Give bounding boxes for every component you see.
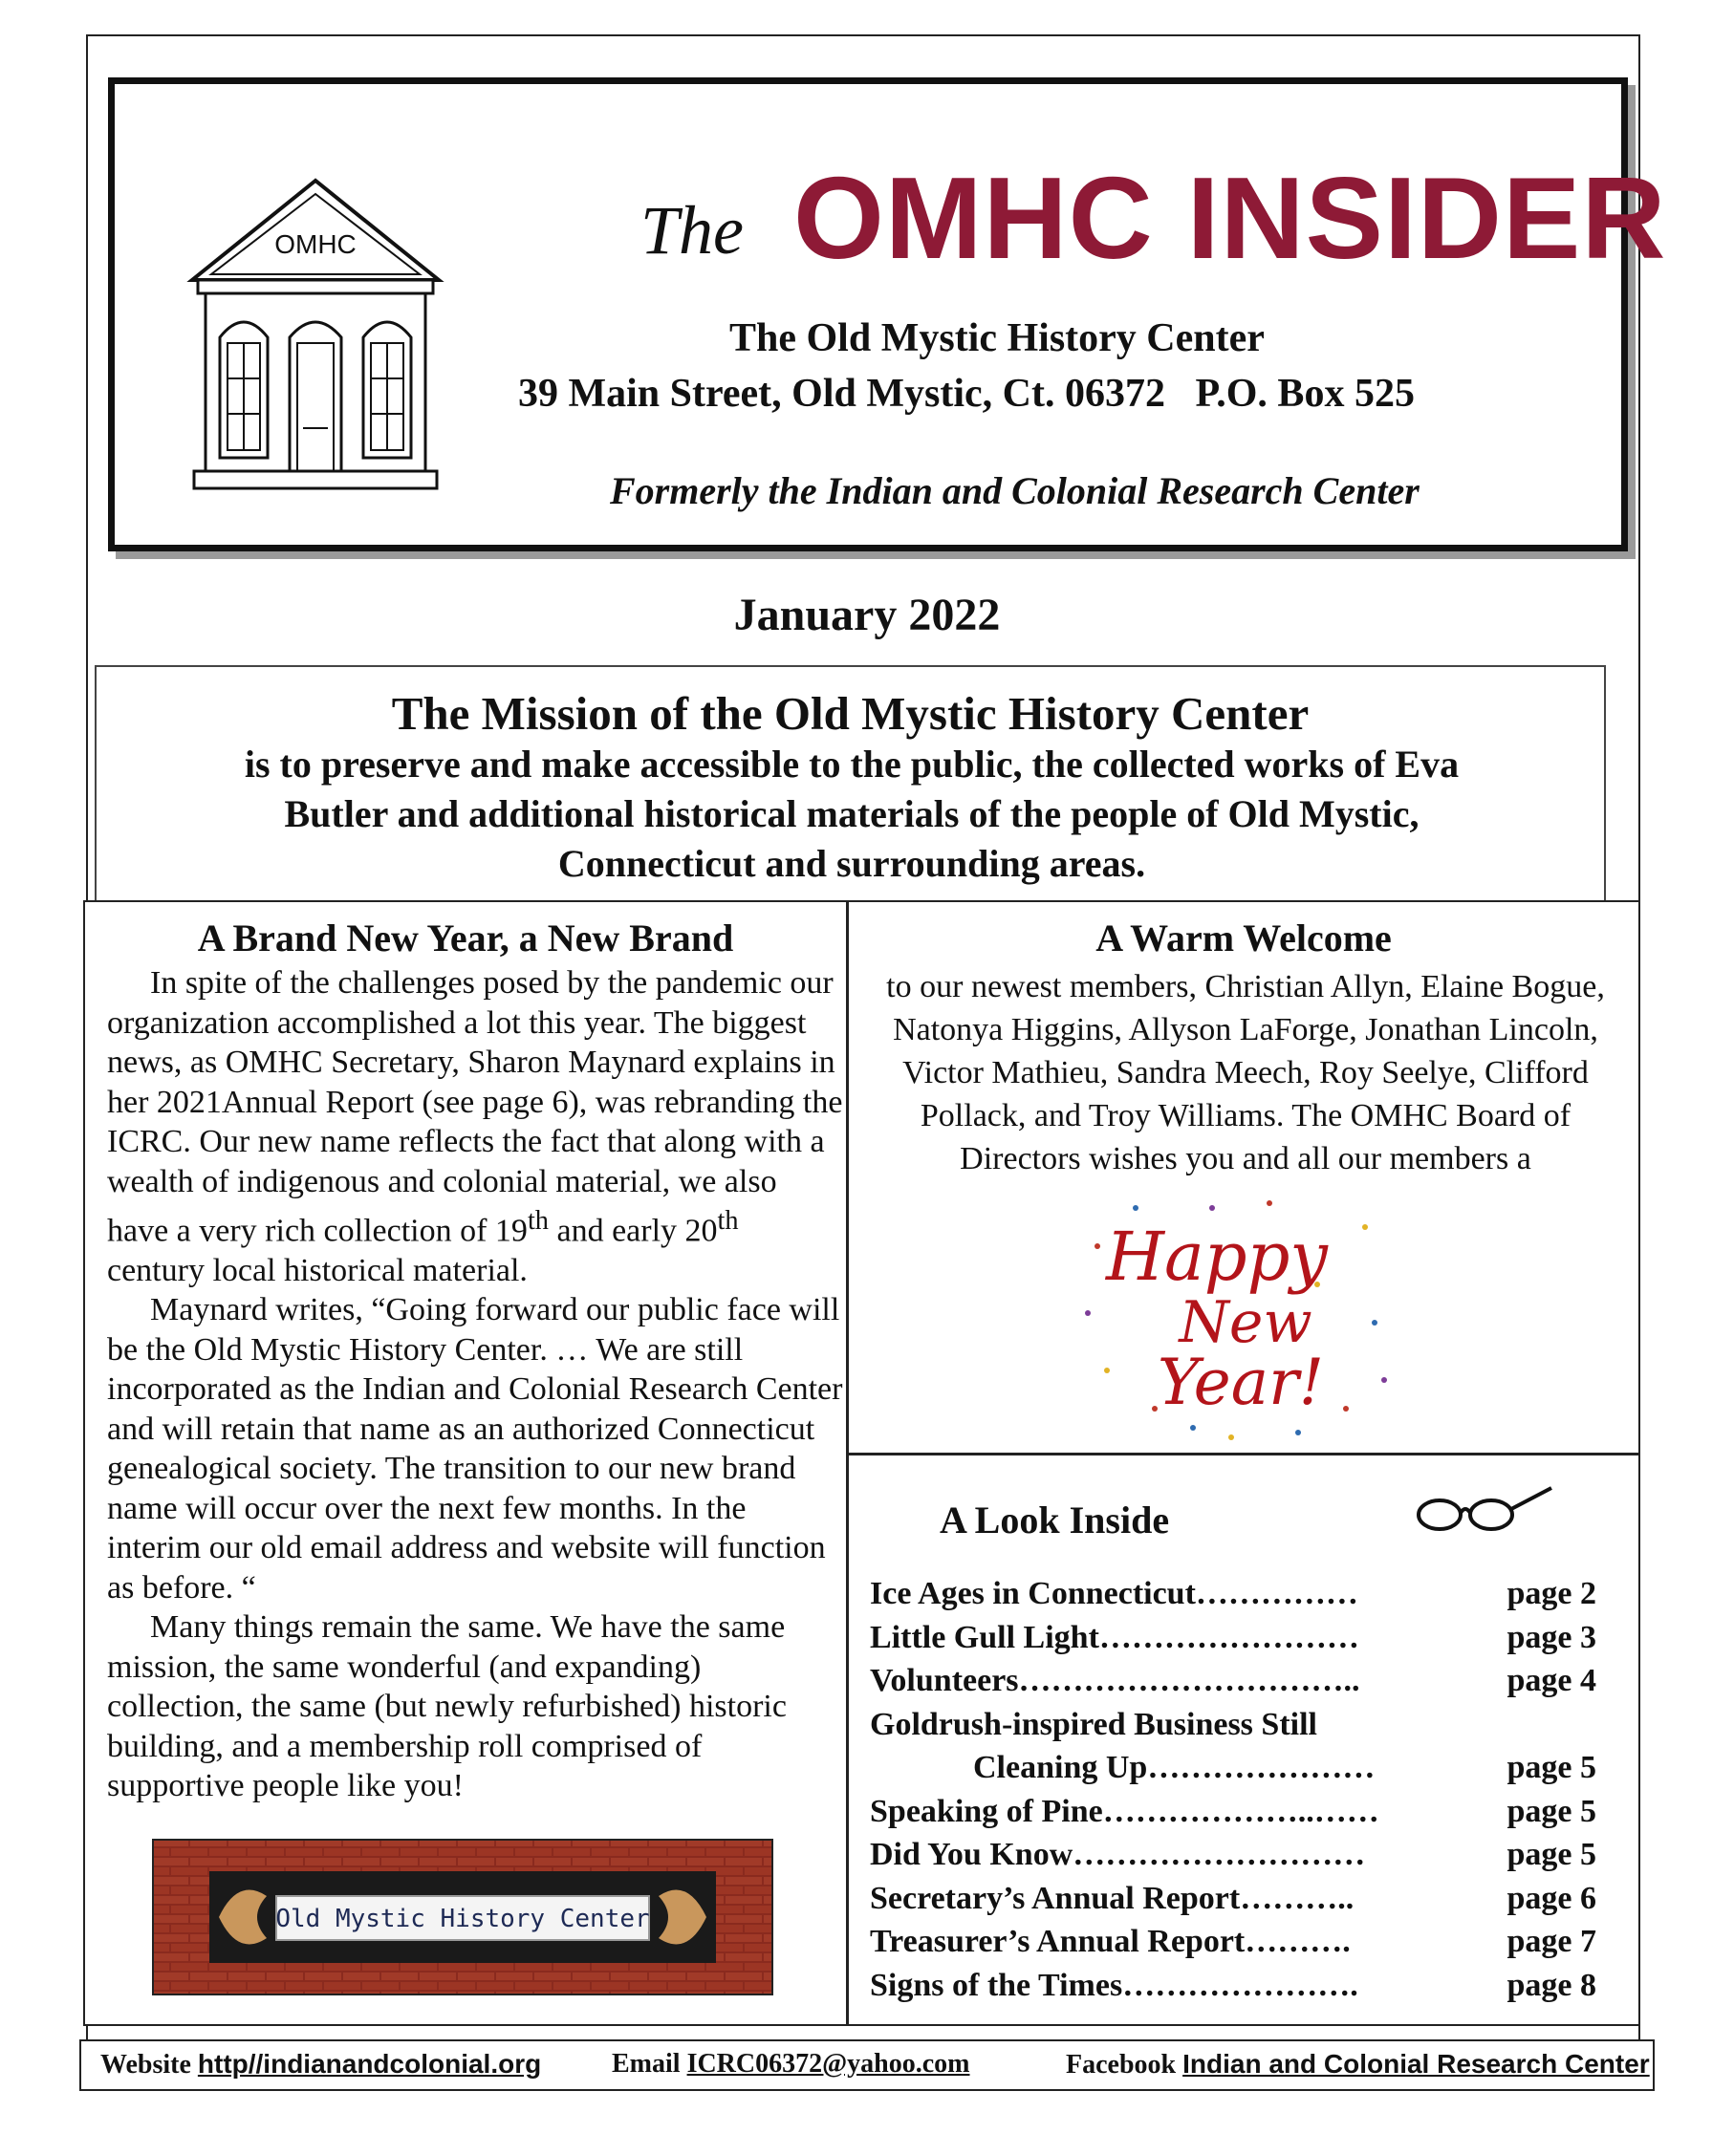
toc-item-title: Goldrush-inspired Business Still — [870, 1706, 1317, 1742]
article-paragraph — [107, 963, 843, 1290]
toc-item-page: page 2 — [1506, 1576, 1596, 1611]
happy-new-year-graphic — [1078, 1189, 1394, 1447]
toc-item-title: Signs of the Times — [870, 1967, 1123, 2003]
masthead — [108, 77, 1667, 551]
article-column — [83, 900, 848, 2026]
welcome-text: to our newest members, Christian Allyn, Elaine Bogue, Natonya Higgins, Allyson LaForge, Jonathan Lincoln, Victor Mathieu, Sandra Meech, Roy Seelye, Clifford Pollack, and Troy Williams. The OMHC Board of Directors wishes you and all our members a — [886, 969, 1605, 1176]
svg-text:New: New — [1179, 1289, 1312, 1356]
org-name: The Old Mystic History Center — [729, 316, 1265, 360]
footer-facebook — [1066, 2049, 1650, 2081]
toc-item-page: page 4 — [1506, 1663, 1596, 1698]
look-inside-box — [847, 1454, 1640, 2026]
toc-item-page: page 5 — [1506, 1750, 1596, 1785]
toc-item[interactable] — [870, 1746, 1596, 1790]
toc-item[interactable] — [870, 1790, 1596, 1834]
toc-item-title: Secretary’s Annual Report — [870, 1880, 1241, 1916]
org-address: 39 Main Street, Old Mystic, Ct. 06372 P.O. Box 525 — [518, 372, 1415, 416]
toc-item-title: Cleaning Up — [973, 1750, 1148, 1785]
footer-website — [100, 2049, 541, 2081]
title-main: OMHC INSIDER — [793, 153, 1667, 283]
toc-item-dots: ………. — [1245, 1924, 1351, 1959]
toc-item[interactable] — [870, 1616, 1596, 1660]
website-label: Website — [100, 2050, 191, 2080]
superscript: th — [717, 1206, 739, 1236]
toc-item[interactable] — [870, 1920, 1596, 1964]
article-title: A Brand New Year, a New Brand — [197, 916, 734, 959]
svg-text:OMHC: OMHC — [274, 229, 357, 259]
toc-item-dots: ………………..…… — [1102, 1793, 1379, 1829]
toc-item-title: Little Gull Light — [870, 1619, 1099, 1655]
toc-item[interactable] — [870, 1964, 1596, 2008]
mission-text: is to preserve and make accessible to the public, the collected works of Eva Butler and additional historical materials of the people of Old Mystic, Connecticut and surrounding areas. — [244, 743, 1460, 885]
toc-item[interactable] — [870, 1659, 1596, 1703]
mission-title: The Mission of the Old Mystic History Center — [391, 687, 1310, 740]
article-text: In spite of the challenges posed by the pandemic our organization accomplished a lot this year. The biggest news, as OMHC Secretary, Sharon Maynard explains in her 2021Annual Report (see page 6), was rebranding the ICRC. Our new name reflects the fact that along with a wealth of indigenous and colonial material, we also have a very rich collection of 19 — [107, 965, 843, 1249]
website-link[interactable]: http//indianandcolonial.org — [197, 2049, 542, 2079]
facebook-label: Facebook — [1066, 2050, 1177, 2080]
title-prefix: The — [640, 192, 744, 269]
toc-item-page: page 5 — [1506, 1837, 1596, 1872]
welcome-title: A Warm Welcome — [1095, 916, 1392, 959]
article-paragraph: Many things remain the same. We have the same mission, the same wonderful (and expanding) collection, the same (but newly refurbished) historic building, and a membership roll comprised of supportive people like you! — [107, 1609, 787, 1804]
toc-item-dots: …………… — [1195, 1576, 1358, 1611]
toc-item-title: Speaking of Pine — [870, 1793, 1103, 1829]
toc-item[interactable] — [870, 1572, 1596, 1616]
superscript: th — [527, 1206, 549, 1236]
toc-item-dots: …………………… — [1098, 1619, 1359, 1655]
toc-item-title: Did You Know — [870, 1837, 1073, 1872]
glasses-icon — [1413, 1477, 1556, 1534]
email-label: Email — [612, 2049, 681, 2079]
toc-item-page: page 5 — [1506, 1793, 1596, 1829]
mission-box — [95, 665, 1606, 919]
article-paragraph: Maynard writes, “Going forward our public face will be the Old Mystic History Center. … We are still incorporated as the Indian and Colonial Research Center and will retain that name as an authorized Connecticut genealogical society. The transition to our new brand name will occur over the next few months. In the interim our old email address and website will function as before. “ — [107, 1292, 843, 1606]
article-text: century local historical material. — [107, 1252, 528, 1288]
toc-item-page: page 8 — [1506, 1967, 1596, 2003]
article-body — [107, 963, 843, 1806]
toc-item-dots: ………………… — [1147, 1750, 1376, 1785]
brick-sign-image — [152, 1839, 773, 1995]
email-link[interactable]: ICRC06372@yahoo.com — [686, 2049, 970, 2079]
svg-text:Happy: Happy — [1106, 1218, 1328, 1296]
article-text: and early 20 — [548, 1213, 718, 1249]
toc-item-title: Ice Ages in Connecticut — [870, 1576, 1196, 1611]
toc-item[interactable] — [870, 1703, 1596, 1747]
toc-item[interactable] — [870, 1877, 1596, 1921]
toc-item-title: Treasurer’s Annual Report — [870, 1924, 1246, 1959]
svg-text:Old Mystic History Center: Old Mystic History Center — [275, 1905, 650, 1933]
footer-email — [612, 2049, 970, 2080]
issue-date: January 2022 — [733, 590, 1001, 640]
facebook-link[interactable]: Indian and Colonial Research Center — [1182, 2049, 1650, 2079]
footer — [79, 2039, 1655, 2091]
toc-item-dots: ……….. — [1240, 1880, 1355, 1916]
svg-text:Year!: Year! — [1157, 1346, 1325, 1419]
table-of-contents — [870, 1572, 1596, 2007]
toc-item[interactable] — [870, 1833, 1596, 1877]
toc-item-dots: ………………………….. — [1018, 1663, 1360, 1698]
welcome-box — [847, 900, 1640, 1455]
toc-item-dots: ……………………… — [1073, 1837, 1366, 1872]
toc-item-page: page 6 — [1506, 1880, 1596, 1916]
toc-item-page: page 7 — [1506, 1924, 1596, 1959]
newsletter-title — [516, 141, 1667, 285]
toc-item-title: Volunteers — [870, 1663, 1019, 1698]
formerly-name: Formerly the Indian and Colonial Research Center — [610, 469, 1420, 512]
toc-item-page: page 3 — [1506, 1619, 1596, 1655]
look-inside-title: A Look Inside — [940, 1498, 1170, 1542]
building-logo-icon — [186, 175, 444, 500]
toc-item-dots: …………………. — [1122, 1967, 1358, 2003]
